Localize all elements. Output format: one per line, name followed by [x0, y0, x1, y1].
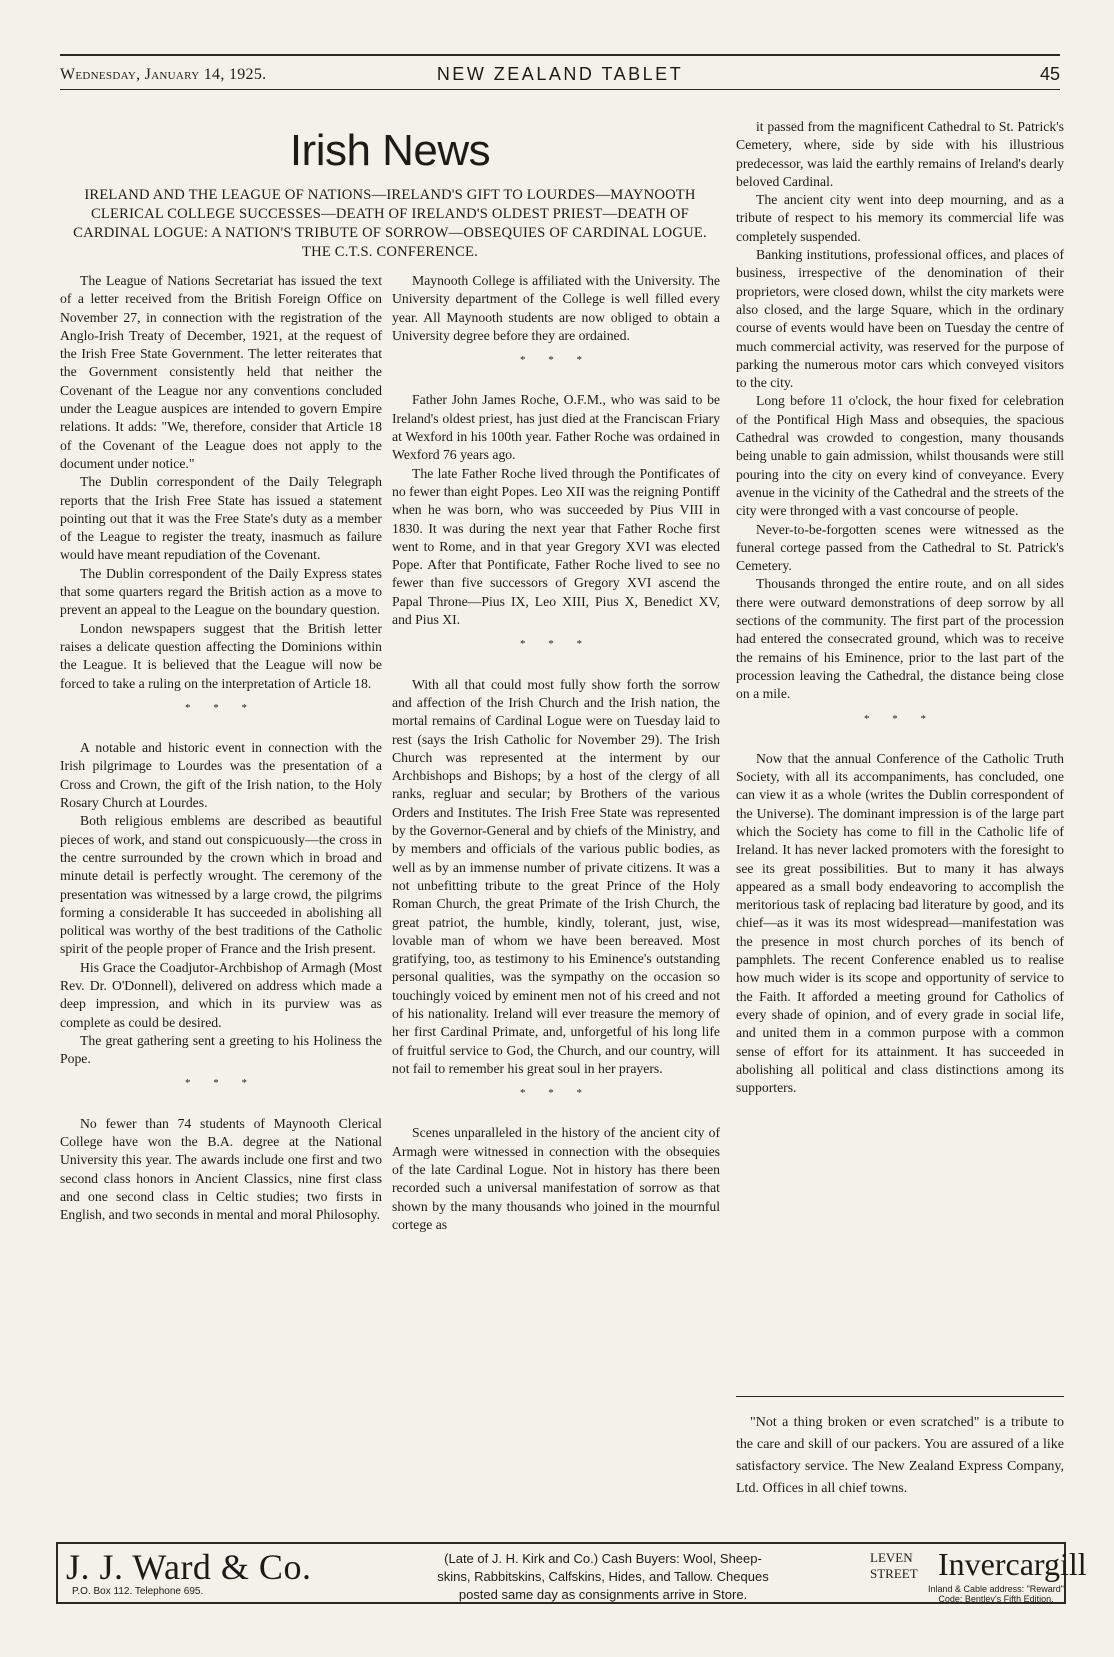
column-3 — [736, 118, 1064, 1097]
ad-city: Invercargill — [938, 1546, 1087, 1582]
section-separator: * * * — [185, 1077, 257, 1090]
paragraph: Father John James Roche, O.F.M., who was said to be Ireland's oldest priest, has just died at the Franciscan Friary at Wexford in his 100th year. Father Roche was ordained in Wexford 76 years ago. — [392, 392, 720, 463]
ad-description — [348, 1550, 858, 1604]
paragraph: Banking institutions, professional offices, and places of business, irrespective of the denomination of their proprietors, were closed down, whilst the city markets were also closed, and the large Square, which in the ordinary course of events would have been on Tuesday the centre of much commercial activity, was reserved for the purpose of parking the numerous motor cars which conveyed visitors to the city. — [736, 247, 1064, 391]
footer-advertisement — [56, 1542, 1087, 1604]
ad-cable-address — [926, 1584, 1066, 1604]
street-line: LEVEN — [870, 1550, 913, 1565]
paragraph: The great gathering sent a greeting to his Holiness the Pope. — [60, 1032, 382, 1067]
issue-date: Wednesday, January 14, 1925. — [60, 66, 267, 83]
cable-line: Inland & Cable address: "Reward" — [928, 1584, 1064, 1594]
paragraph: Long before 11 o'clock, the hour fixed for celebration of the Pontifical High Mass and obsequies, the spacious Cathedral was crowded to congestion, many thousands being unable to gain admission, whilst thousands were still pouring into the city on every kind of conveyance. Every avenue in the vicinity of the Cathedral and the streets of the city were thronged with a vast concourse of people. — [736, 393, 1064, 519]
paragraph: His Grace the Coadjutor-Archbishop of Armagh (Most Rev. Dr. O'Donnell), delivered on address which made a deep impression, and which in its purview was as complete as could be desired. — [60, 959, 382, 1030]
paragraph: Maynooth College is affiliated with the University. The University department of the College is well filled every year. All Maynooth students are now obliged to obtain a University degree before they are ordained. — [392, 273, 720, 343]
article-subheading: IRELAND AND THE LEAGUE OF NATIONS—IRELAND'S GIFT TO LOURDES—MAYNOOTH CLERICAL COLLEGE SUCCESSES—DEATH OF IRELAND'S OLDEST PRIEST—DEATH OF CARDINAL LOGUE: A NATION'S TRIBUTE OF SORROW—OBSEQUIES OF CARDINAL LOGUE. THE C.T.S. CONFERENCE. — [73, 187, 707, 260]
article-headline: Irish News — [289, 126, 491, 175]
column-2 — [392, 272, 720, 1234]
paragraph: The League of Nations Secretariat has issued the text of a letter received from the British Foreign Office on November 27, in connection with the registration of the Anglo-Irish Treaty of December, 1921, at the request of the Irish Free State Government. The letter reiterates that the Government consistently held that neither the Covenant of the League nor any conventions concluded under the League auspices are intended to govern Empire relations. It adds: "We, therefore, consider that Article 18 of the Covenant of the League does not apply to the document under notice." — [60, 273, 382, 471]
section-separator: * * * — [520, 1087, 592, 1100]
column-1 — [60, 272, 382, 1225]
paragraph: The ancient city went into deep mourning, and as a tribute of respect to his memory its commercial life was completely suspended. — [736, 192, 1064, 244]
paragraph: Both religious emblems are described as beautiful pieces of work, and stand out conspicuously—the cross in the centre surrounded by the crown which in broad and minute detail is perfectly wrought. The ceremony of the presentation was witnessed by a large crowd, the pilgrims forming a considerable It has succeeded in abolishing all political was worthy of the best traditions of the Catholic spirit of the people proper of France and the Irish present. — [60, 813, 382, 957]
paragraph: Thousands thronged the entire route, and on all sides there were outward demonstrations of deep sorrow by all sections of the community. The first part of the procession had entered the consecrated ground, which was to receive the remains of his Eminence, prior to the last part of the procession leaving the Cathedral, the distance being close on a mile. — [736, 576, 1064, 702]
cable-line: Code: Bentley's Fifth Edition. — [938, 1594, 1054, 1604]
paragraph: A notable and historic event in connection with the Irish pilgrimage to Lourdes was the presentation of a Cross and Crown, the gift of the Irish nation, to the Holy Rosary Church at Lourdes. — [60, 740, 382, 811]
section-separator: * * * — [520, 354, 592, 367]
section-separator: * * * — [864, 712, 936, 725]
paragraph: London newspapers suggest that the British letter raises a delicate question affecting the Dominions within the League. It is believed that the League will now be forced to take a ruling on the interpretation of Article 18. — [60, 620, 382, 691]
paragraph: Never-to-be-forgotten scenes were witnessed as the funeral cortege passed from the Cathedral to St. Patrick's Cemetery. — [736, 521, 1064, 574]
express-company-ad — [736, 1412, 1064, 1500]
header-rule — [60, 89, 1060, 90]
top-rule — [60, 54, 1060, 56]
street-line: STREET — [870, 1566, 918, 1581]
ad-line: (Late of J. H. Kirk and Co.) Cash Buyers: Wool, Sheep- — [444, 1551, 762, 1566]
paragraph: No fewer than 74 students of Maynooth Clerical College have won the B.A. degree at the National University this year. The awards include one first and two second class honors in Ancient Classics, nine first class and one second class in Celtic studies; two firsts in English, and two seconds in mental and moral Philosophy. — [60, 1115, 382, 1223]
paragraph: With all that could most fully show forth the sorrow and affection of the Irish Church and the Irish nation, the mortal remains of Cardinal Logue were on Tuesday laid to rest (says the Irish Catholic for November 29). The Irish Church was represented at the interment by our Archbishops and Bishops; by a host of the clergy of all ranks, regluar and secular; by Brothers of the various Orders and Institutes. The Irish Free State was represented by the Governor-General and by chiefs of the Ministry, and by members and officials of the various public bodies, as well as by an immense number of private citizens. It was a not unbefitting tribute to the great Prince of the Holy Roman Church, the great Primate of the Irish Church, the great patriot, the humble, kindly, tolerant, just, wise, lovable man of whom we have been bereaved. Most gratifying, too, as testimony to his Eminence's outstanding personal qualities, was the sympathy on the occasion so touchingly voiced by eminent men not of his creed and not of his nationality. Ireland will ever treasure the memory of her first Cardinal Primate, and, unforgetful of his long life of fruitful service to God, the Church, and our country, will not fail to remember his great soul in her prayers. — [392, 676, 720, 1076]
ad-brand: J. J. Ward & Co. — [66, 1547, 312, 1587]
page-number: 45 — [1039, 64, 1060, 84]
publication-title: NEW ZEALAND TABLET — [436, 64, 684, 84]
ad-po-box: P.O. Box 112. Telephone 695. — [72, 1586, 204, 1597]
ad-text: "Not a thing broken or even scratched" is a tribute to the care and skill of our packers. You are assured of a like satisfactory service. The New Zealand Express Company, Ltd. Offices in all chief towns. — [736, 1415, 1064, 1496]
page-header — [60, 62, 1060, 88]
paragraph: The Dublin correspondent of the Daily Express states that some quarters regard the British action as a move to prevent an appeal to the League on the boundary question. — [60, 565, 382, 618]
paragraph: The Dublin correspondent of the Daily Telegraph reports that the Irish Free State has issued a statement pointing out that it was the Free State's duty as a member of the League to register the treaty, inasmuch as failure would have meant repudiation of the Covenant. — [60, 474, 382, 563]
paragraph: it passed from the magnificent Cathedral to St. Patrick's Cemetery, where, side by side with his illustrious predecessor, was laid the earthly remains of Ireland's dearly beloved Cardinal. — [736, 119, 1064, 189]
paragraph: Scenes unparalleled in the history of the ancient city of Armagh were witnessed in connection with the obsequies of the late Cardinal Logue. Not in history has there been recorded such a universal manifestation of sorrow as that shown by the many thousands who joined in the mournful cortege as — [392, 1125, 720, 1232]
section-separator: * * * — [185, 701, 257, 714]
ad-line: posted same day as consignments arrive in Store. — [458, 1587, 748, 1602]
paragraph: The late Father Roche lived through the Pontificates of no fewer than eight Popes. Leo XII was the reigning Pontiff when he was born, who was succeeded by Pius VIII in 1830. It was during the next year that Father Roche first went to Rome, and in that year Gregory XVI was elected Pope. After that Pontificate, Father Roche lived to see no fewer than five successors of Gregory XVI ascend the Papal Throne—Pius IX, Leo XIII, Pius X, Benedict XV, and Pius XI. — [392, 465, 720, 628]
ad-street — [870, 1550, 930, 1582]
paragraph: Now that the annual Conference of the Catholic Truth Society, with all its accompaniments, has concluded, one can view it as a whole (writes the Dublin correspondent of the Universe). The dominant impression is of the large part which the Society has come to fill in the Catholic life of Ireland. It has never lacked promoters with the foresight to see its great possibilities. But to many it has always appeared as a small body endeavoring to accomplish the meritorious task of replacing bad literature by good, and its chief—as it was its most widespread—manifestation was the presence in most church porches of its bench of pamphlets. The recent Conference enabled us to realise how much wider is its scope and opportunity of service to the Faith. It afforded a meeting ground for Catholics of every shade of opinion, and of every grade in social life, and united them in a common purpose with a common sense of effort for its attainment. It has succeeded in abolishing all political and class distinctions among its supporters. — [736, 750, 1064, 1096]
section-separator: * * * — [520, 638, 592, 651]
ad-divider — [736, 1396, 1064, 1397]
ad-line: skins, Rabbitskins, Calfskins, Hides, and Tallow. Cheques — [437, 1569, 769, 1584]
